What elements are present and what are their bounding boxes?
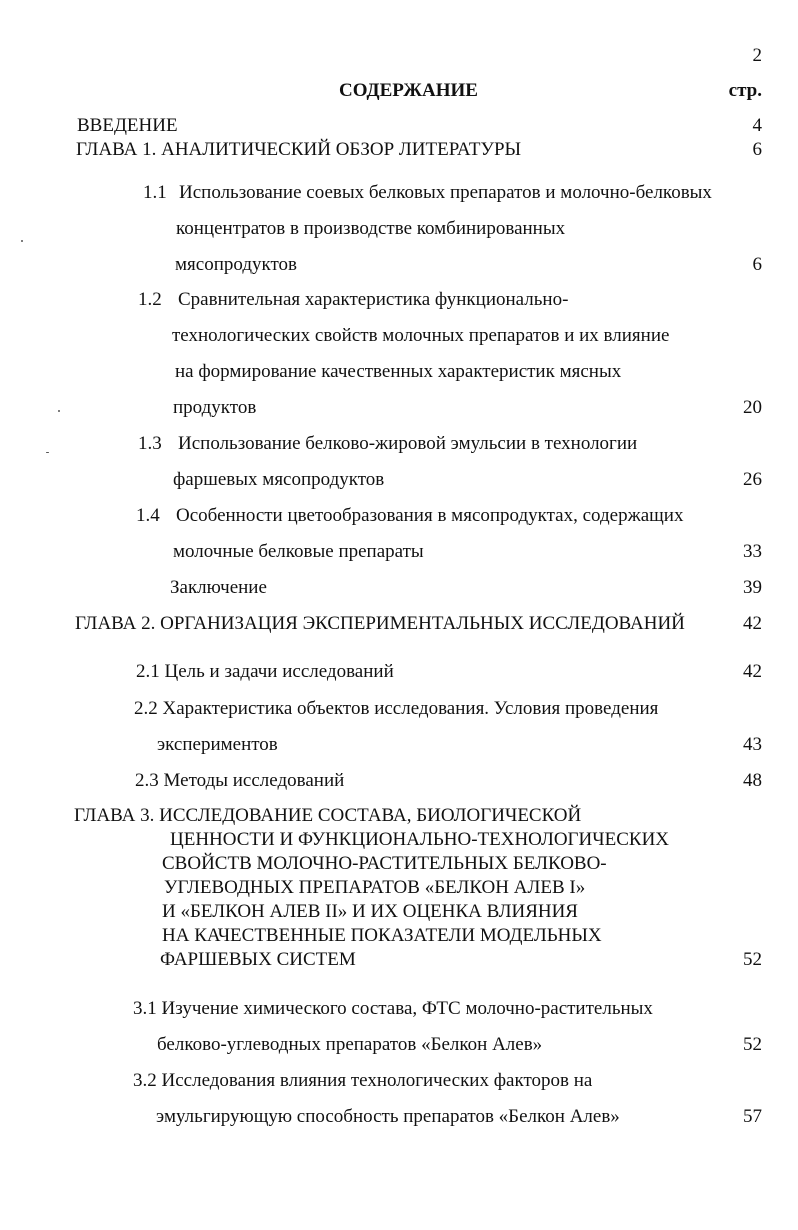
toc-entry-line: белково-углеводных препаратов «Белкон Алев» <box>157 1034 543 1055</box>
toc-entry-line: технологических свойств молочных препаратов и их влияние <box>172 325 670 346</box>
toc-entry-line: ЦЕННОСТИ И ФУНКЦИОНАЛЬНО-ТЕХНОЛОГИЧЕСКИХ <box>170 829 670 850</box>
toc-entry-number: 1.1 <box>143 182 167 203</box>
toc-entry-line: Использование соевых белковых препаратов и молочно-белковых <box>179 182 712 203</box>
toc-entry-text: 2.1 Цель и задачи исследований <box>136 661 394 682</box>
toc-entry-line: на формирование качественных характеристик мясных <box>175 361 622 382</box>
toc-entry-text: ГЛАВА 1. АНАЛИТИЧЕСКИЙ ОБЗОР ЛИТЕРАТУРЫ <box>76 139 522 160</box>
toc-entry-line: УГЛЕВОДНЫХ ПРЕПАРАТОВ «БЕЛКОН АЛЕВ I» <box>164 877 586 898</box>
toc-entry-line: Использование белково-жировой эмульсии в технологии <box>178 433 638 454</box>
toc-entry-line: ГЛАВА 3. ИССЛЕДОВАНИЕ СОСТАВА, БИОЛОГИЧЕСКОЙ <box>74 805 582 826</box>
toc-entry-page: 26 <box>743 469 762 490</box>
toc-entry-page: 33 <box>743 541 762 562</box>
toc-entry-page: 48 <box>743 770 762 791</box>
toc-entry-text: ВВЕДЕНИЕ <box>77 115 178 136</box>
scan-speck <box>46 452 49 453</box>
page-column-header: стр. <box>728 80 762 101</box>
toc-entry-line: НА КАЧЕСТВЕННЫЕ ПОКАЗАТЕЛИ МОДЕЛЬНЫХ <box>162 925 602 946</box>
toc-entry-text: ГЛАВА 2. ОРГАНИЗАЦИЯ ЭКСПЕРИМЕНТАЛЬНЫХ ИССЛЕДОВАНИЙ <box>75 613 685 634</box>
page-number: 2 <box>752 45 762 66</box>
toc-entry-text: Заключение <box>170 577 267 598</box>
toc-entry-line: фаршевых мясопродуктов <box>173 469 385 490</box>
toc-entry-page: 6 <box>752 139 762 160</box>
scan-speck <box>58 410 60 412</box>
toc-entry-line: 3.1 Изучение химического состава, ФТС молочно-растительных <box>133 998 653 1019</box>
toc-entry-line: Сравнительная характеристика функционально- <box>178 289 569 310</box>
toc-entry-line: ФАРШЕВЫХ СИСТЕМ <box>160 949 356 970</box>
page-title: СОДЕРЖАНИЕ <box>339 80 478 101</box>
toc-entry-line: экспериментов <box>157 734 278 755</box>
toc-entry-line: эмульгирующую способность препаратов «Белкон Алев» <box>156 1106 620 1127</box>
toc-entry-line: мясопродуктов <box>175 254 297 275</box>
toc-entry-line: продуктов <box>173 397 257 418</box>
toc-entry-page: 57 <box>743 1106 762 1127</box>
toc-entry-number: 1.3 <box>138 433 162 454</box>
toc-entry-page: 4 <box>752 115 762 136</box>
toc-entry-text: 2.3 Методы исследований <box>135 770 345 791</box>
toc-entry-page: 42 <box>743 661 762 682</box>
toc-entry-page: 6 <box>752 254 762 275</box>
toc-entry-page: 52 <box>743 949 762 970</box>
toc-entry-line: 2.2 Характеристика объектов исследования. Условия проведения <box>134 698 659 719</box>
toc-entry-line: СВОЙСТВ МОЛОЧНО-РАСТИТЕЛЬНЫХ БЕЛКОВО- <box>162 853 607 874</box>
toc-entry-page: 39 <box>743 577 762 598</box>
toc-entry-line: молочные белковые препараты <box>173 541 424 562</box>
toc-entry-page: 52 <box>743 1034 762 1055</box>
toc-entry-page: 42 <box>743 613 762 634</box>
toc-entry-page: 43 <box>743 734 762 755</box>
toc-entry-number: 1.2 <box>138 289 162 310</box>
scan-speck <box>21 240 23 242</box>
toc-entry-page: 20 <box>743 397 762 418</box>
toc-entry-line: И «БЕЛКОН АЛЕВ II» И ИХ ОЦЕНКА ВЛИЯНИЯ <box>162 901 578 922</box>
toc-entry-line: Особенности цветообразования в мясопродуктах, содержащих <box>176 505 684 526</box>
toc-entry-line: концентратов в производстве комбинированных <box>176 218 566 239</box>
toc-entry-number: 1.4 <box>136 505 160 526</box>
toc-entry-line: 3.2 Исследования влияния технологических факторов на <box>133 1070 593 1091</box>
